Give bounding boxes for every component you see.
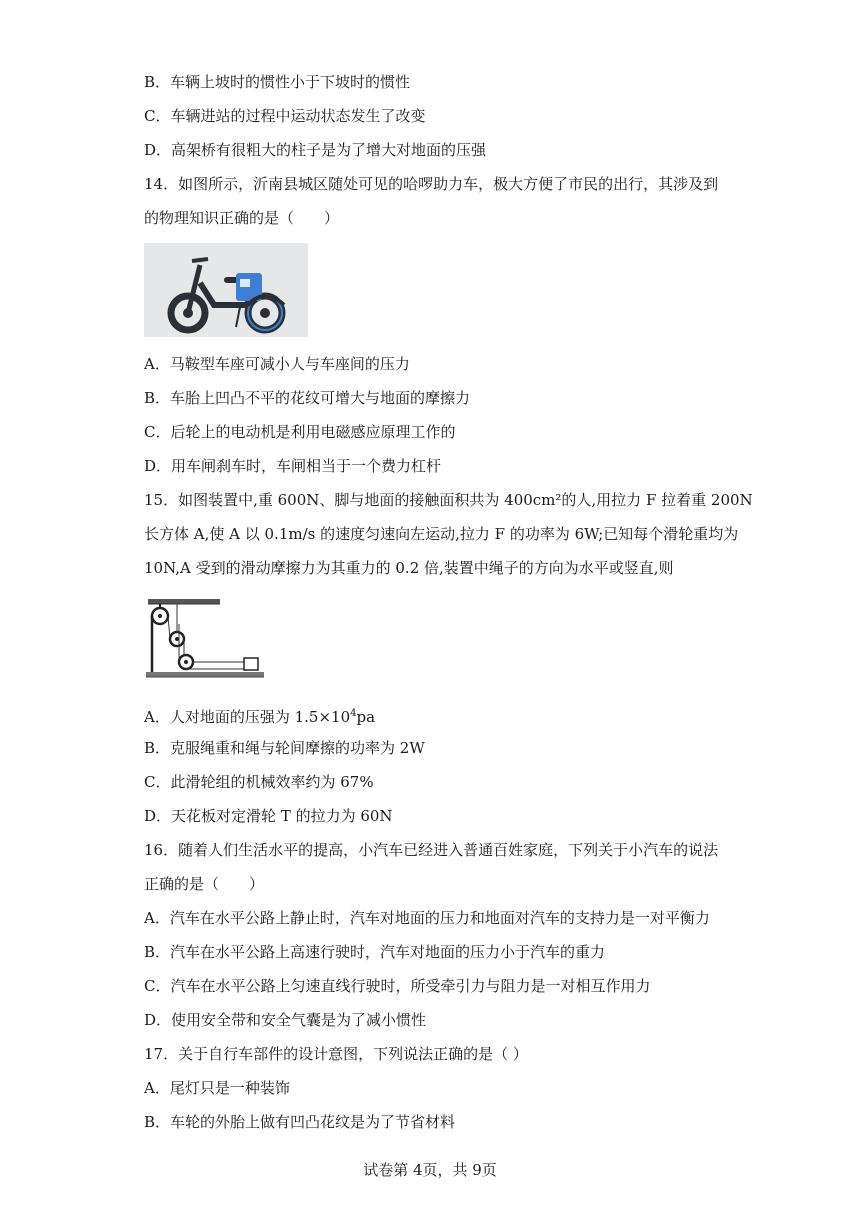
question-15-text-cont2: 10N,A 受到的滑动摩擦力为其重力的 0.2 倍,装置中绳子的方向为水平或竖直,则 <box>144 559 674 577</box>
option-13B: B．车辆上坡时的惯性小于下坡时的惯性 <box>144 73 411 91</box>
ebike-image <box>144 243 308 337</box>
option-14D: D．用车闸刹车时，车闸相当于一个费力杠杆 <box>144 457 442 475</box>
option-15A <box>144 704 375 727</box>
question-17-text: 17．关于自行车部件的设计意图，下列说法正确的是（ ） <box>144 1045 528 1063</box>
option-16C: C．汽车在水平公路上匀速直线行驶时，所受牵引力与阻力是一对相互作用力 <box>144 977 651 995</box>
option-15C: C．此滑轮组的机械效率约为 67% <box>144 773 374 791</box>
option-14C: C．后轮上的电动机是利用电磁感应原理工作的 <box>144 423 456 441</box>
question-16-text-cont: 正确的是（ ） <box>144 875 265 893</box>
option-16A: A．汽车在水平公路上静止时，汽车对地面的压力和地面对汽车的支持力是一对平衡力 <box>144 909 710 927</box>
pulley-diagram <box>144 596 266 684</box>
option-17B: B．车轮的外胎上做有凹凸花纹是为了节省材料 <box>144 1113 456 1131</box>
question-15-text: 15．如图装置中,重 600N、脚与地面的接触面积共为 400cm²的人,用拉力 F 拉着重 200N <box>144 491 753 509</box>
option-13D: D．高架桥有很粗大的柱子是为了增大对地面的压强 <box>144 141 487 159</box>
option-15A-text: A．人对地面的压强为 1.5×10 <box>144 708 351 726</box>
option-16D: D．使用安全带和安全气囊是为了减小惯性 <box>144 1011 427 1029</box>
option-15A-exponent: 4 <box>350 708 357 719</box>
option-15B: B．克服绳重和绳与轮间摩擦的功率为 2W <box>144 739 425 757</box>
question-14-text: 14．如图所示，沂南县城区随处可见的哈啰助力车，极大方便了市民的出行，其涉及到 <box>144 175 719 193</box>
option-16B: B．汽车在水平公路上高速行驶时，汽车对地面的压力小于汽车的重力 <box>144 943 606 961</box>
option-17A: A．尾灯只是一种装饰 <box>144 1079 290 1097</box>
option-14B: B．车胎上凹凸不平的花纹可增大与地面的摩擦力 <box>144 389 471 407</box>
option-15D: D．天花板对定滑轮 T 的拉力为 60N <box>144 807 393 825</box>
question-14-text-cont: 的物理知识正确的是（ ） <box>144 209 340 227</box>
question-16-text: 16．随着人们生活水平的提高，小汽车已经进入普通百姓家庭，下列关于小汽车的说法 <box>144 841 719 859</box>
page-footer: 试卷第 4页，共 9页 <box>363 1161 497 1179</box>
option-13C: C．车辆进站的过程中运动状态发生了改变 <box>144 107 426 125</box>
question-15-text-cont1: 长方体 A,使 A 以 0.1m/s 的速度匀速向左运动,拉力 F 的功率为 6W;已知每个滑轮重均为 <box>144 525 739 543</box>
option-14A: A．马鞍型车座可减小人与车座间的压力 <box>144 355 410 373</box>
option-15A-unit: pa <box>356 708 376 726</box>
